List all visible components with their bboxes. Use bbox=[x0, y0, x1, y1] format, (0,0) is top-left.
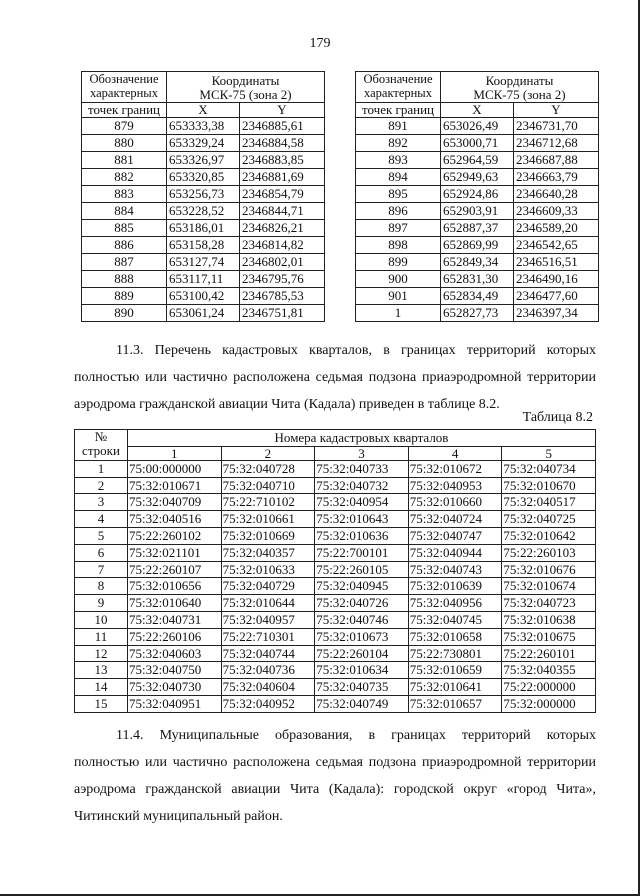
cadastral-number-cell: 75:32:010641 bbox=[408, 679, 502, 696]
row-number-cell: 2 bbox=[75, 477, 128, 494]
y-header: Y bbox=[240, 103, 325, 118]
cadastral-number-cell: 75:32:010670 bbox=[502, 477, 596, 494]
cadastral-number-cell: 75:32:040725 bbox=[502, 511, 596, 528]
y-cell: 2346814,82 bbox=[240, 237, 325, 254]
cadastral-number-cell: 75:32:040953 bbox=[408, 477, 502, 494]
table-row bbox=[82, 118, 325, 135]
point-cell: 886 bbox=[82, 237, 167, 254]
x-cell: 653333,38 bbox=[167, 118, 240, 135]
cadastral-number-cell: 75:32:040743 bbox=[408, 561, 502, 578]
coordinates-header: Координаты МСК-75 (зона 2) bbox=[441, 72, 599, 103]
cadastral-number-cell: 75:32:010675 bbox=[502, 628, 596, 645]
table-row bbox=[356, 135, 599, 152]
cadastral-number-cell: 75:22:260103 bbox=[502, 544, 596, 561]
column-header: 1 bbox=[128, 446, 222, 460]
cadastral-number-cell: 75:32:040724 bbox=[408, 511, 502, 528]
row-number-cell: 7 bbox=[75, 561, 128, 578]
cadastral-number-cell: 75:32:010644 bbox=[221, 595, 315, 612]
cadastral-number-cell: 75:32:040951 bbox=[128, 695, 222, 712]
cadastral-number-cell: 75:32:010639 bbox=[408, 578, 502, 595]
cadastral-number-cell: 75:32:040750 bbox=[128, 662, 222, 679]
cadastral-number-cell: 75:32:040746 bbox=[315, 611, 409, 628]
x-header: X bbox=[167, 103, 240, 118]
row-number-cell: 4 bbox=[75, 511, 128, 528]
cadastral-number-cell: 75:32:010658 bbox=[408, 628, 502, 645]
point-cell: 893 bbox=[356, 152, 441, 169]
cadastral-number-cell: 75:32:010643 bbox=[315, 511, 409, 528]
column-header: 2 bbox=[221, 446, 315, 460]
point-label-header: Обозначение характерных bbox=[356, 72, 441, 103]
cadastral-number-cell: 75:32:040733 bbox=[315, 460, 409, 477]
table-row bbox=[82, 169, 325, 186]
y-cell: 2346712,68 bbox=[514, 135, 599, 152]
point-cell: 887 bbox=[82, 254, 167, 271]
point-cell: 884 bbox=[82, 203, 167, 220]
cadastral-number-cell: 75:32:040956 bbox=[408, 595, 502, 612]
point-cell: 897 bbox=[356, 220, 441, 237]
cadastral-number-cell: 75:32:010676 bbox=[502, 561, 596, 578]
y-header: Y bbox=[514, 103, 599, 118]
paragraph-line: Читинский муниципальный район. bbox=[74, 809, 283, 824]
point-cell: 1 bbox=[356, 305, 441, 322]
y-cell: 2346640,28 bbox=[514, 186, 599, 203]
y-cell: 2346490,16 bbox=[514, 271, 599, 288]
table-row bbox=[75, 695, 596, 712]
x-cell: 653256,73 bbox=[167, 186, 240, 203]
x-cell: 652831,30 bbox=[441, 271, 514, 288]
x-cell: 653186,01 bbox=[167, 220, 240, 237]
y-cell: 2346844,71 bbox=[240, 203, 325, 220]
y-cell: 2346516,51 bbox=[514, 254, 599, 271]
paragraph-line: аэродрома гражданской авиации Чита (Кадала) приведен в таблице 8.2. bbox=[74, 397, 500, 412]
x-cell: 652834,49 bbox=[441, 288, 514, 305]
x-cell: 652869,99 bbox=[441, 237, 514, 254]
point-cell: 900 bbox=[356, 271, 441, 288]
cadastral-number-cell: 75:32:010669 bbox=[221, 527, 315, 544]
table-row bbox=[75, 662, 596, 679]
table-row bbox=[356, 152, 599, 169]
y-cell: 2346589,20 bbox=[514, 220, 599, 237]
row-number-cell: 10 bbox=[75, 611, 128, 628]
paragraph-line: полностью или частично расположена седьмая подзона приаэродромной территории bbox=[74, 755, 596, 770]
cadastral-number-cell: 75:32:010633 bbox=[221, 561, 315, 578]
cadastral-quarters-table bbox=[74, 429, 596, 713]
table-row bbox=[75, 645, 596, 662]
cadastral-number-cell: 75:32:040734 bbox=[502, 460, 596, 477]
cadastral-number-cell: 75:32:040728 bbox=[221, 460, 315, 477]
cadastral-number-cell: 75:32:040945 bbox=[315, 578, 409, 595]
point-cell: 898 bbox=[356, 237, 441, 254]
table-row bbox=[356, 118, 599, 135]
paragraph-line: полностью или частично расположена седьмая подзона приаэродромной территории bbox=[74, 370, 596, 385]
point-cell: 896 bbox=[356, 203, 441, 220]
y-cell: 2346751,81 bbox=[240, 305, 325, 322]
cadastral-number-cell: 75:22:260107 bbox=[128, 561, 222, 578]
x-cell: 653329,24 bbox=[167, 135, 240, 152]
table-row bbox=[75, 561, 596, 578]
table-row bbox=[75, 628, 596, 645]
table-row bbox=[75, 477, 596, 494]
x-cell: 652887,37 bbox=[441, 220, 514, 237]
coordinates-body-right bbox=[356, 118, 599, 322]
point-label-header-last: точек границ bbox=[82, 103, 167, 118]
table-row bbox=[75, 578, 596, 595]
row-number-cell: 5 bbox=[75, 527, 128, 544]
cadastral-number-cell: 75:22:260101 bbox=[502, 645, 596, 662]
cadastral-number-cell: 75:22:700101 bbox=[315, 544, 409, 561]
x-header: X bbox=[441, 103, 514, 118]
table-row bbox=[82, 186, 325, 203]
x-cell: 652903,91 bbox=[441, 203, 514, 220]
column-header: 5 bbox=[502, 446, 596, 460]
table-row bbox=[82, 288, 325, 305]
cadastral-number-cell: 75:32:040749 bbox=[315, 695, 409, 712]
table-row bbox=[356, 254, 599, 271]
table-row bbox=[356, 186, 599, 203]
cadastral-numbers-header: Номера кадастровых кварталов bbox=[128, 430, 596, 447]
x-cell: 652827,73 bbox=[441, 305, 514, 322]
y-cell: 2346477,60 bbox=[514, 288, 599, 305]
cadastral-number-cell: 75:32:010672 bbox=[408, 460, 502, 477]
table-row bbox=[82, 135, 325, 152]
cadastral-number-cell: 75:32:040944 bbox=[408, 544, 502, 561]
cadastral-number-cell: 75:22:000000 bbox=[502, 679, 596, 696]
cadastral-number-cell: 75:22:710301 bbox=[221, 628, 315, 645]
cadastral-number-cell: 75:32:010656 bbox=[128, 578, 222, 595]
cadastral-number-cell: 75:32:040736 bbox=[221, 662, 315, 679]
table-row bbox=[356, 220, 599, 237]
cadastral-number-cell: 75:32:040603 bbox=[128, 645, 222, 662]
table-row bbox=[75, 527, 596, 544]
table-row bbox=[356, 203, 599, 220]
point-cell: 883 bbox=[82, 186, 167, 203]
cadastral-number-cell: 75:32:010661 bbox=[221, 511, 315, 528]
row-number-cell: 3 bbox=[75, 494, 128, 511]
paragraph-line: 11.4. Муниципальные образования, в границах территорий которых bbox=[116, 728, 596, 743]
x-cell: 653326,97 bbox=[167, 152, 240, 169]
paragraph-11-3 bbox=[74, 337, 596, 418]
x-cell: 653127,74 bbox=[167, 254, 240, 271]
y-cell: 2346731,70 bbox=[514, 118, 599, 135]
point-cell: 885 bbox=[82, 220, 167, 237]
cadastral-number-cell: 75:32:021101 bbox=[128, 544, 222, 561]
point-cell: 890 bbox=[82, 305, 167, 322]
column-header: 4 bbox=[408, 446, 502, 460]
x-cell: 653228,52 bbox=[167, 203, 240, 220]
cadastral-number-cell: 75:32:040723 bbox=[502, 595, 596, 612]
row-number-cell: 11 bbox=[75, 628, 128, 645]
row-number-cell: 9 bbox=[75, 595, 128, 612]
y-cell: 2346542,65 bbox=[514, 237, 599, 254]
cadastral-number-cell: 75:32:040710 bbox=[221, 477, 315, 494]
row-number-cell: 6 bbox=[75, 544, 128, 561]
cadastral-number-cell: 75:32:040357 bbox=[221, 544, 315, 561]
point-cell: 901 bbox=[356, 288, 441, 305]
x-cell: 652924,86 bbox=[441, 186, 514, 203]
cadastral-number-cell: 75:32:040735 bbox=[315, 679, 409, 696]
table-row bbox=[75, 544, 596, 561]
cadastral-number-cell: 75:32:040604 bbox=[221, 679, 315, 696]
column-header: 3 bbox=[315, 446, 409, 460]
y-cell: 2346881,69 bbox=[240, 169, 325, 186]
cadastral-number-cell: 75:22:730801 bbox=[408, 645, 502, 662]
y-cell: 2346785,53 bbox=[240, 288, 325, 305]
cadastral-number-cell: 75:32:040517 bbox=[502, 494, 596, 511]
table-row bbox=[75, 460, 596, 477]
row-number-header: № строки bbox=[75, 430, 128, 461]
cadastral-number-cell: 75:32:040730 bbox=[128, 679, 222, 696]
cadastral-number-cell: 75:32:010657 bbox=[408, 695, 502, 712]
table-row bbox=[82, 271, 325, 288]
cadastral-number-cell: 75:22:260102 bbox=[128, 527, 222, 544]
cadastral-number-cell: 75:32:040957 bbox=[221, 611, 315, 628]
table-row bbox=[356, 305, 599, 322]
x-cell: 652964,59 bbox=[441, 152, 514, 169]
y-cell: 2346884,58 bbox=[240, 135, 325, 152]
y-cell: 2346883,85 bbox=[240, 152, 325, 169]
point-cell: 891 bbox=[356, 118, 441, 135]
cadastral-body bbox=[75, 460, 596, 712]
coordinates-body-left bbox=[82, 118, 325, 322]
x-cell: 653320,85 bbox=[167, 169, 240, 186]
table-row bbox=[75, 494, 596, 511]
coordinates-header: Координаты МСК-75 (зона 2) bbox=[167, 72, 325, 103]
cadastral-number-cell: 75:22:260105 bbox=[315, 561, 409, 578]
cadastral-number-cell: 75:32:040731 bbox=[128, 611, 222, 628]
y-cell: 2346802,01 bbox=[240, 254, 325, 271]
cadastral-number-cell: 75:32:010638 bbox=[502, 611, 596, 628]
point-cell: 881 bbox=[82, 152, 167, 169]
cadastral-number-cell: 75:32:010660 bbox=[408, 494, 502, 511]
cadastral-number-cell: 75:22:260106 bbox=[128, 628, 222, 645]
row-number-cell: 8 bbox=[75, 578, 128, 595]
point-cell: 879 bbox=[82, 118, 167, 135]
y-cell: 2346826,21 bbox=[240, 220, 325, 237]
coordinates-table-left bbox=[81, 71, 325, 322]
paragraph-11-4 bbox=[74, 722, 596, 830]
y-cell: 2346609,33 bbox=[514, 203, 599, 220]
table-row bbox=[82, 203, 325, 220]
point-label-header: Обозначение характерных bbox=[82, 72, 167, 103]
page-number: 179 bbox=[309, 36, 331, 51]
cadastral-number-cell: 75:32:000000 bbox=[502, 695, 596, 712]
cadastral-number-cell: 75:22:260104 bbox=[315, 645, 409, 662]
x-cell: 653061,24 bbox=[167, 305, 240, 322]
point-cell: 899 bbox=[356, 254, 441, 271]
cadastral-number-cell: 75:32:040744 bbox=[221, 645, 315, 662]
x-cell: 652949,63 bbox=[441, 169, 514, 186]
cadastral-number-cell: 75:32:040952 bbox=[221, 695, 315, 712]
point-cell: 880 bbox=[82, 135, 167, 152]
table-row bbox=[75, 511, 596, 528]
cadastral-number-cell: 75:32:040745 bbox=[408, 611, 502, 628]
row-number-cell: 1 bbox=[75, 460, 128, 477]
cadastral-number-cell: 75:32:010674 bbox=[502, 578, 596, 595]
point-cell: 889 bbox=[82, 288, 167, 305]
point-cell: 895 bbox=[356, 186, 441, 203]
table-row bbox=[356, 288, 599, 305]
table-row bbox=[75, 595, 596, 612]
coordinates-table-right bbox=[355, 71, 599, 322]
point-cell: 894 bbox=[356, 169, 441, 186]
cadastral-number-cell: 75:22:710102 bbox=[221, 494, 315, 511]
table-row bbox=[82, 237, 325, 254]
cadastral-number-cell: 75:32:010642 bbox=[502, 527, 596, 544]
table-row bbox=[82, 254, 325, 271]
cadastral-number-cell: 75:32:040355 bbox=[502, 662, 596, 679]
x-cell: 652849,34 bbox=[441, 254, 514, 271]
x-cell: 653100,42 bbox=[167, 288, 240, 305]
row-number-cell: 12 bbox=[75, 645, 128, 662]
cadastral-number-cell: 75:32:040709 bbox=[128, 494, 222, 511]
cadastral-number-cell: 75:32:040954 bbox=[315, 494, 409, 511]
table-row bbox=[82, 152, 325, 169]
y-cell: 2346663,79 bbox=[514, 169, 599, 186]
y-cell: 2346795,76 bbox=[240, 271, 325, 288]
x-cell: 653158,28 bbox=[167, 237, 240, 254]
cadastral-number-cell: 75:32:010640 bbox=[128, 595, 222, 612]
cadastral-number-cell: 75:32:040726 bbox=[315, 595, 409, 612]
y-cell: 2346397,34 bbox=[514, 305, 599, 322]
row-number-cell: 14 bbox=[75, 679, 128, 696]
cadastral-number-cell: 75:32:040732 bbox=[315, 477, 409, 494]
x-cell: 653117,11 bbox=[167, 271, 240, 288]
paragraph-line: 11.3. Перечень кадастровых кварталов, в границах территорий которых bbox=[116, 343, 596, 358]
table-row bbox=[75, 679, 596, 696]
row-number-cell: 13 bbox=[75, 662, 128, 679]
table-caption: Таблица 8.2 bbox=[522, 410, 593, 425]
cadastral-number-cell: 75:32:040516 bbox=[128, 511, 222, 528]
point-label-header-last: точек границ bbox=[356, 103, 441, 118]
table-row bbox=[356, 271, 599, 288]
cadastral-number-cell: 75:32:010659 bbox=[408, 662, 502, 679]
y-cell: 2346885,61 bbox=[240, 118, 325, 135]
cadastral-number-cell: 75:32:010673 bbox=[315, 628, 409, 645]
cadastral-number-cell: 75:00:000000 bbox=[128, 460, 222, 477]
x-cell: 653026,49 bbox=[441, 118, 514, 135]
cadastral-number-cell: 75:32:010671 bbox=[128, 477, 222, 494]
table-row bbox=[82, 220, 325, 237]
y-cell: 2346687,88 bbox=[514, 152, 599, 169]
paragraph-line: аэродрома гражданской авиации Чита (Кадала): городской округ «город Чита», bbox=[74, 782, 596, 797]
table-row bbox=[356, 237, 599, 254]
cadastral-number-cell: 75:32:010636 bbox=[315, 527, 409, 544]
x-cell: 653000,71 bbox=[441, 135, 514, 152]
cadastral-number-cell: 75:32:040729 bbox=[221, 578, 315, 595]
table-row bbox=[356, 169, 599, 186]
point-cell: 892 bbox=[356, 135, 441, 152]
cadastral-number-cell: 75:32:040747 bbox=[408, 527, 502, 544]
point-cell: 888 bbox=[82, 271, 167, 288]
table-row bbox=[75, 611, 596, 628]
row-number-cell: 15 bbox=[75, 695, 128, 712]
cadastral-number-cell: 75:32:010634 bbox=[315, 662, 409, 679]
point-cell: 882 bbox=[82, 169, 167, 186]
y-cell: 2346854,79 bbox=[240, 186, 325, 203]
table-row bbox=[82, 305, 325, 322]
